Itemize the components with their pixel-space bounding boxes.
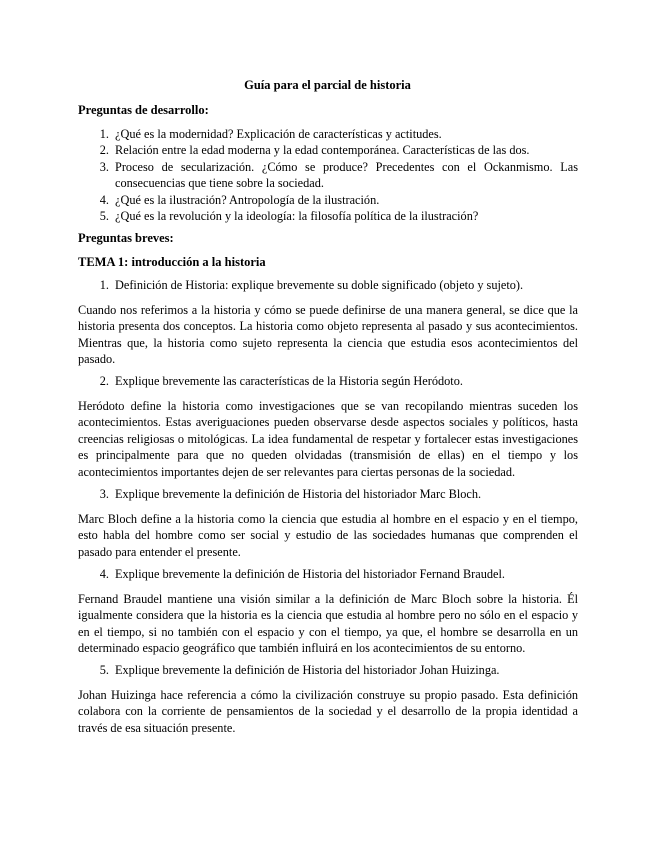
brief-question-5	[78, 662, 578, 678]
brief-question-3	[78, 486, 578, 502]
list-item-number: 5.	[99, 663, 109, 677]
brief-question-4	[78, 566, 578, 582]
question-text: Explique brevemente las características de la Historia según Heródoto.	[115, 374, 463, 388]
list-item	[78, 142, 578, 158]
question-text: Explique brevemente la definición de Historia del historiador Fernand Braudel.	[115, 567, 505, 581]
list-item	[78, 662, 578, 678]
list-item	[78, 277, 578, 293]
answer-paragraph-4: Fernand Braudel mantiene una visión similar a la definición de Marc Bloch sobre la historia. Él igualmente considera que la historia es la ciencia que estudia al hombre pero no sólo en el espacio y en el tiempo, si no también con el espacio y con el tiempo, ya que, el hombre se desarrolla en un determinado espacio geográfico que también influirá en los acontecimientos de su entorno.	[78, 592, 578, 656]
list-item	[78, 192, 578, 208]
list-item-text: ¿Qué es la modernidad? Explicación de características y actitudes.	[115, 127, 442, 141]
development-questions-heading: Preguntas de desarrollo:	[78, 103, 209, 117]
list-item-number: 3.	[99, 159, 109, 174]
list-item-number: 3.	[99, 487, 109, 501]
question-text: Explique brevemente la definición de Historia del historiador Marc Bloch.	[115, 487, 482, 501]
list-item	[78, 486, 578, 502]
answer-paragraph-3: Marc Bloch define a la historia como la ciencia que estudia al hombre en el espacio y en el tiempo, esto habla del hombre como ser social y estudio de las sociedades humanas que comprenden el pasado para entender el presente.	[78, 512, 578, 559]
list-item-number: 2.	[99, 374, 109, 388]
list-item-number: 2.	[99, 143, 109, 158]
list-item	[78, 159, 578, 192]
list-item-number: 4.	[99, 192, 109, 207]
list-item-number: 4.	[99, 567, 109, 581]
document-title: Guía para el parcial de historia	[244, 78, 411, 92]
answer-paragraph-5: Johan Huizinga hace referencia a cómo la civilización construye su propio pasado. Esta definición colabora con la corriente de pensamientos de la sociedad y el desarrollo de la propia identidad a través de esa situación presente.	[78, 688, 578, 735]
list-item	[78, 126, 578, 142]
list-item-text: Proceso de secularización. ¿Cómo se produce? Precedentes con el Ockanmismo. Las consecuencias que tiene sobre la sociedad.	[115, 159, 578, 191]
list-item-number: 5.	[99, 209, 109, 224]
topic-heading: TEMA 1: introducción a la historia	[78, 255, 266, 269]
brief-question-1	[78, 277, 578, 293]
answer-paragraph-1: Cuando nos referimos a la historia y cómo se puede definirse de una manera general, se dice que la historia presenta dos conceptos. La historia como objeto representa al pasado y sus acontecimientos. Mientras que, la historia como sujeto representa la ciencia que estudia esos acontecimientos del pasado.	[78, 303, 578, 367]
list-item	[78, 566, 578, 582]
brief-question-2	[78, 373, 578, 389]
list-item-text: ¿Qué es la ilustración? Antropología de la ilustración.	[115, 192, 380, 207]
development-questions-list	[78, 126, 578, 224]
brief-questions-heading: Preguntas breves:	[78, 231, 174, 245]
answer-paragraph-2: Heródoto define la historia como investigaciones que se van recopilando mientras suceden los acontecimientos. Estas averiguaciones pueden observarse desde aspectos sociales y políticos, hasta creencias religiosas o mitológicas. La idea fundamental de respetar y fortalecer estas investigaciones es principalmente para que no queden olvidadas (transmisión de ellas) en el tiempo y los acontecimientos importantes dejen de ser relevantes para ciertas personas de la sociedad.	[78, 399, 578, 479]
question-text: Definición de Historia: explique brevemente su doble significado (objeto y sujeto).	[115, 278, 524, 292]
list-item	[78, 208, 578, 224]
list-item-number: 1.	[99, 278, 109, 292]
list-item	[78, 373, 578, 389]
list-item-text: Relación entre la edad moderna y la edad contemporánea. Características de las dos.	[115, 143, 530, 158]
list-item-text: ¿Qué es la revolución y la ideología: la filosofía política de la ilustración?	[115, 209, 479, 224]
question-text: Explique brevemente la definición de Historia del historiador Johan Huizinga.	[115, 663, 500, 677]
list-item-number: 1.	[99, 127, 109, 141]
